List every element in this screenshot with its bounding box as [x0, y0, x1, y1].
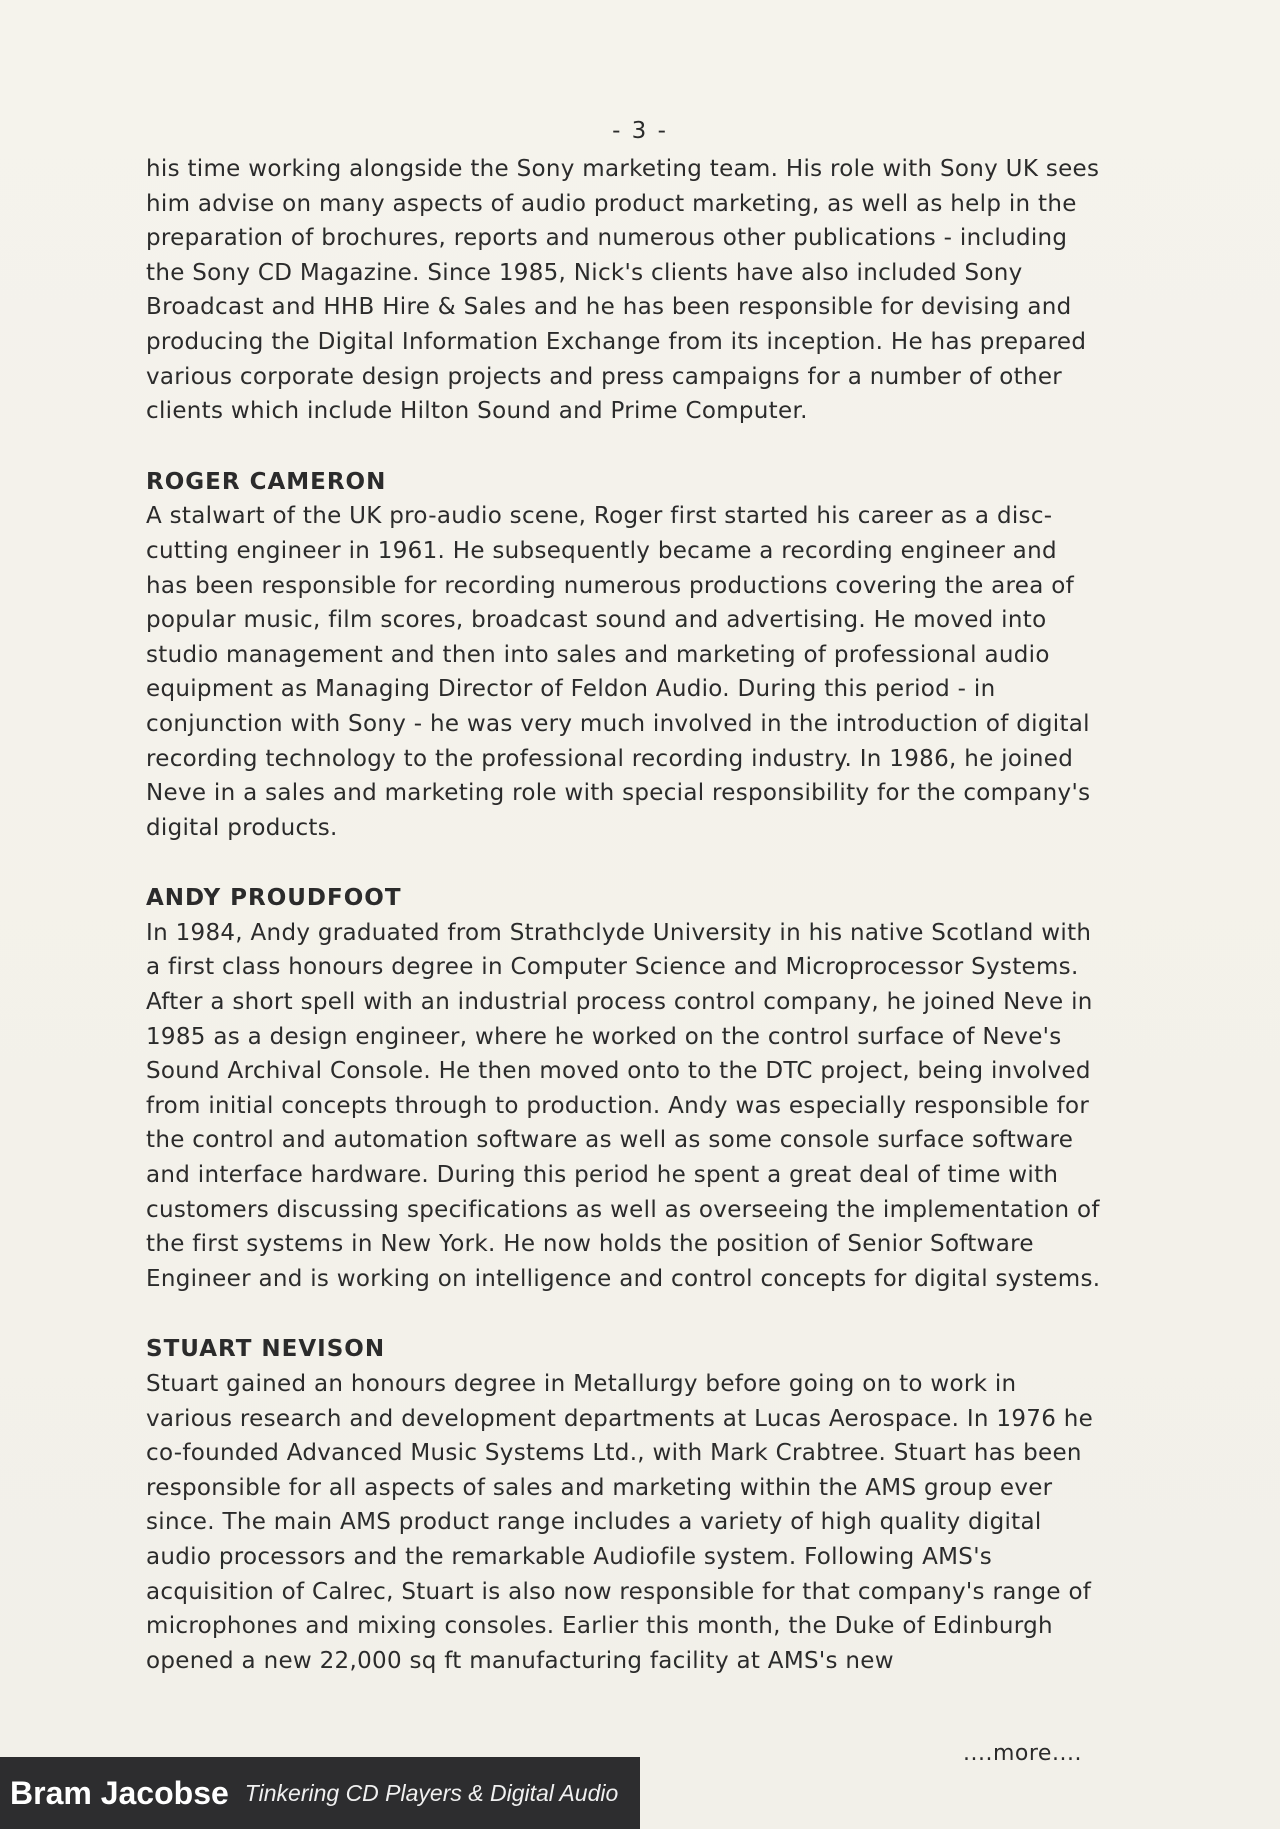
section-stuart-nevison [146, 1332, 1106, 1678]
section-paragraph: A stalwart of the UK pro-audio scene, Roger first started his career as a disc-cutting engineer in 1961. He subsequently became a recording engineer and has been responsible for recording numerous productions covering the area of popular music, film scores, broadcast sound and advertising. He moved into studio management and then into sales and marketing of professional audio equipment as Managing Director of Feldon Audio. During this period - in conjunction with Sony - he was very much involved in the introduction of digital recording technology to the professional recording industry. In 1986, he joined Neve in a sales and marketing role with special responsibility for the company's digital products. [146, 503, 1091, 841]
continued-marker: ....more.... [963, 1741, 1082, 1766]
section-heading: ROGER CAMERON [146, 468, 387, 495]
section-paragraph: Stuart gained an honours degree in Metallurgy before going on to work in various research and development departments at Lucas Aerospace. In 1976 he co-founded Advanced Music Systems Ltd., with Mark Crabtree. Stuart has been responsible for all aspects of sales and marketing within the AMS group ever since. The main AMS product range includes a variety of high quality digital audio processors and the remarkable Audiofile system. Following AMS's acquisition of Calrec, Stuart is also now responsible for that company's range of microphones and mixing consoles. Earlier this month, the Duke of Edinburgh opened a new 22,000 sq ft manufacturing facility at AMS's new [146, 1371, 1094, 1674]
watermark-name: Bram Jacobse [10, 1774, 229, 1811]
section-roger-cameron [146, 465, 1106, 846]
page-number: - 3 - [612, 118, 668, 144]
section-heading: ANDY PROUDFOOT [146, 885, 402, 912]
watermark-tagline: Tinkering CD Players & Digital Audio [244, 1779, 619, 1806]
watermark-banner [0, 1757, 640, 1829]
intro-paragraph: his time working alongside the Sony marketing team. His role with Sony UK sees him advise on many aspects of audio product marketing, as well as help in the preparation of brochures, reports and numerous other publications - including the Sony CD Magazine. Since 1985, Nick's clients have also included Sony Broadcast and HHB Hire & Sales and he has been responsible for devising and producing the Digital Information Exchange from its inception. He has prepared various corporate design projects and press campaigns for a number of other clients which include Hilton Sound and Prime Computer. [146, 156, 1100, 425]
document-body [146, 152, 1106, 1678]
section-heading: STUART NEVISON [146, 1336, 386, 1363]
section-paragraph: In 1984, Andy graduated from Strathclyde University in his native Scotland with a first class honours degree in Computer Science and Microprocessor Systems. After a short spell with an industrial process control company, he joined Neve in 1985 as a design engineer, where he worked on the control surface of Neve's Sound Archival Console. He then moved onto to the DTC project, being involved from initial concepts through to production. Andy was especially responsible for the control and automation software as well as some console surface software and interface hardware. During this period he spent a great deal of time with customers discussing specifications as well as overseeing the implementation of the first systems in New York. He now holds the position of Senior Software Engineer and is working on intelligence and control concepts for digital systems. [146, 919, 1101, 1292]
section-andy-proudfoot [146, 881, 1106, 1296]
